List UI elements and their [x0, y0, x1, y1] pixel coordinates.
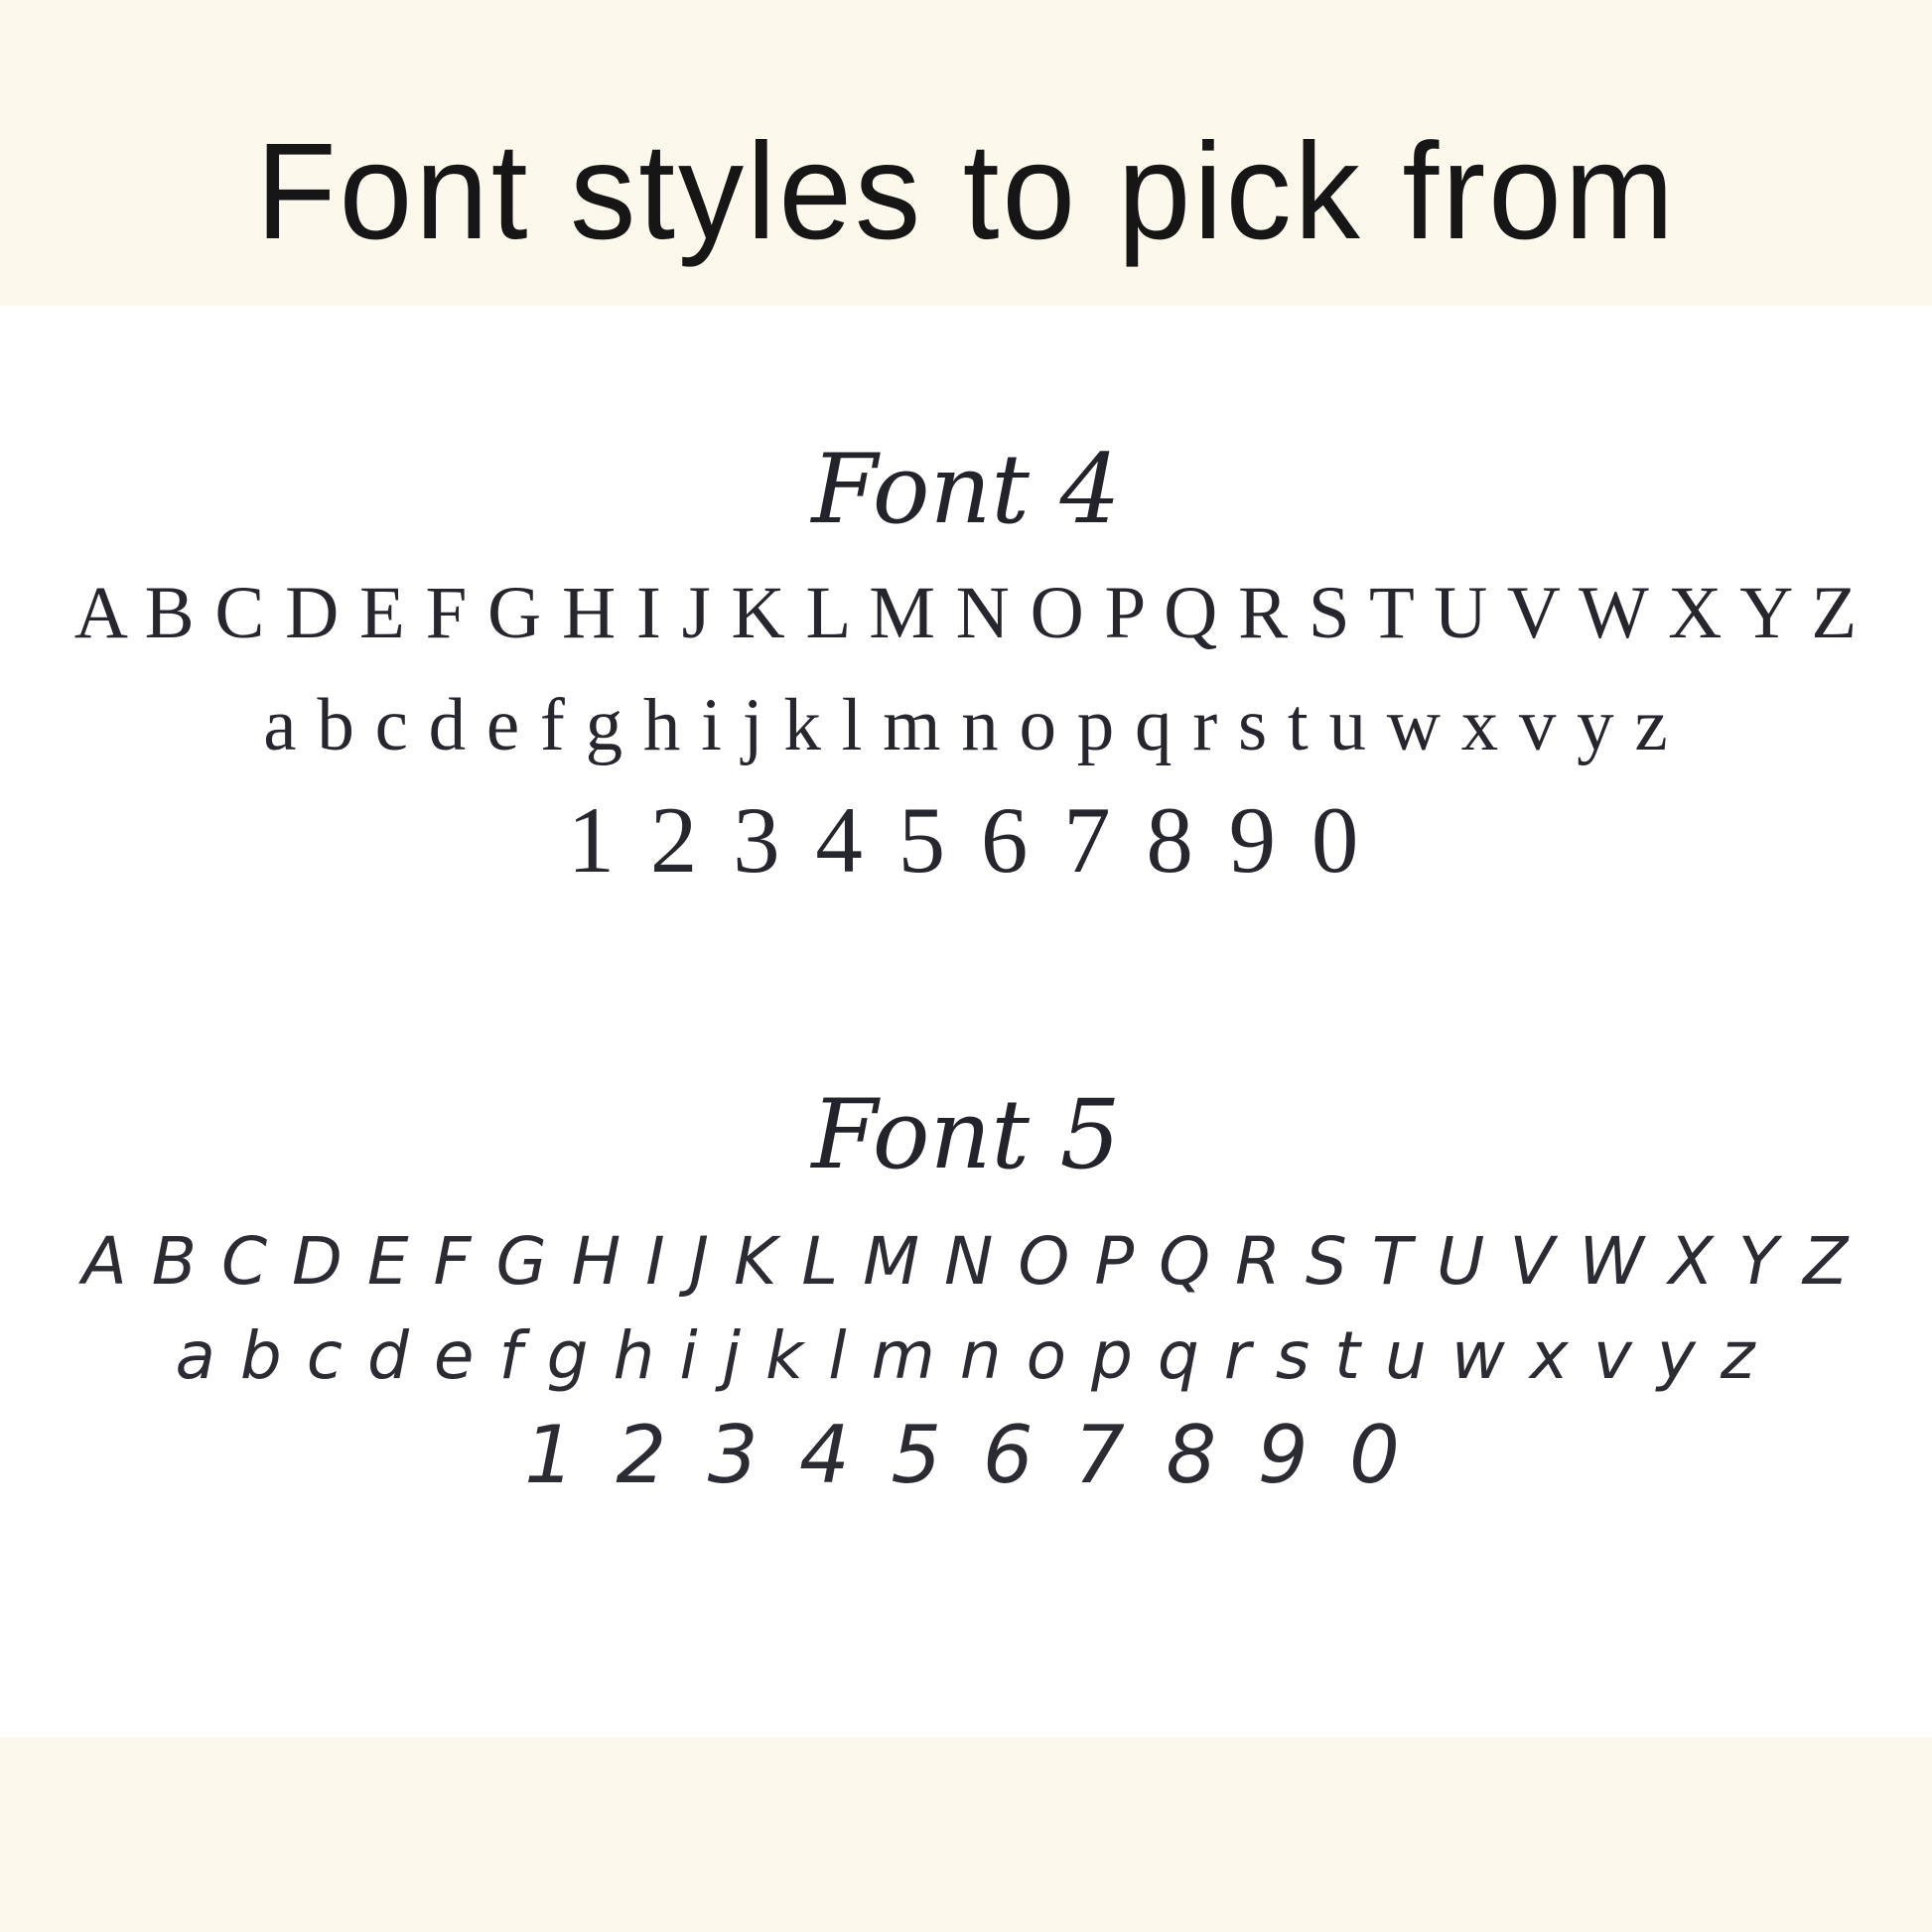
- font-sample-font-4: [0, 435, 1932, 899]
- font-5-lowercase-row: a b c d e f g h i j k l m n o p q r s t u w x v y z: [175, 1317, 1757, 1395]
- top-banner: [0, 0, 1932, 306]
- font-specimen-area: [0, 306, 1932, 1737]
- font-4-uppercase-row: A B C D E F G H I J K L M N O P Q R S T U V W X Y Z: [73, 572, 1859, 655]
- font-sample-font-5: [0, 1080, 1932, 1507]
- bottom-banner: [0, 1737, 1932, 1932]
- font-5-numbers-row: 1 2 3 4 5 6 7 8 9 0: [524, 1408, 1408, 1501]
- font-4-lowercase-row: a b c d e f g h i j k l m n o p q r s t u w x v y z: [263, 683, 1669, 766]
- font-5-uppercase-row: A B C D E F G H I J K L M N O P Q R S T U V W X Y Z: [81, 1222, 1851, 1300]
- page-title: Font styles to pick from: [255, 115, 1677, 268]
- font-4-name: Font 4: [811, 434, 1121, 545]
- font-5-name: Font 5: [811, 1079, 1121, 1191]
- font-4-numbers-row: 1 2 3 4 5 6 7 8 9 0: [567, 787, 1365, 894]
